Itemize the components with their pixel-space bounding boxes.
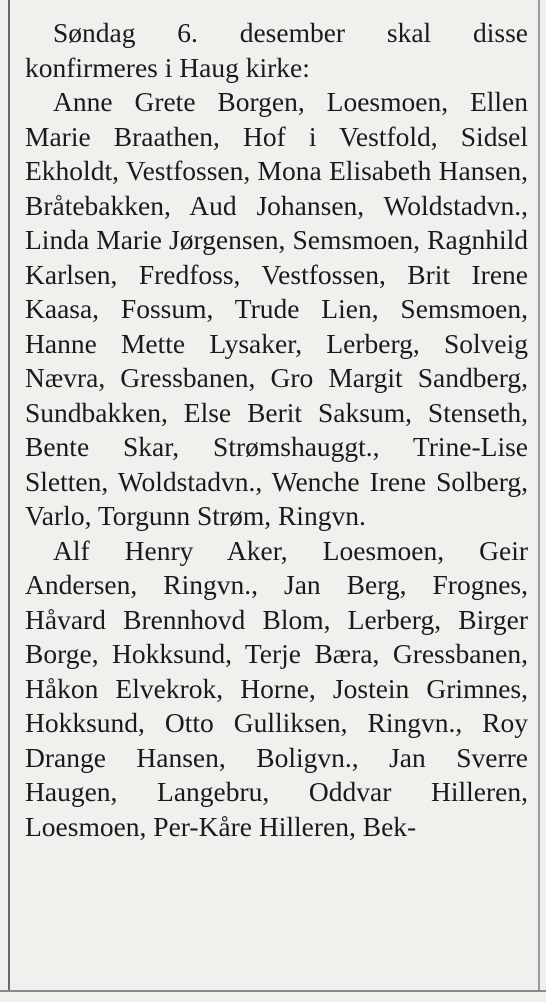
boys-paragraph: Alf Henry Aker, Loesmoen, Geir Andersen, Ringvn., Jan Berg, Frognes, Håvard Brennhovd Blom, Lerberg, Birger Borge, Hokksund, Terje Bæra, Gressbanen, Håkon Elvekrok, Horne, Jostein Grimnes, Hokksund, Otto Gulliksen, Ringvn., Roy Drange Hansen, Boligvn., Jan Sverre Haugen, Langebru, Oddvar Hilleren, Loesmoen, Per-Kåre Hilleren, Bek- (25, 534, 528, 842)
intro-paragraph: Søndag 6. desember skal disse konfirmeres i Haug kirke: (25, 17, 528, 83)
right-column-rule (538, 0, 540, 990)
left-column-rule (8, 0, 10, 990)
girls-paragraph: Anne Grete Borgen, Loesmoen, Ellen Marie Braathen, Hof i Vestfold, Sidsel Ekholdt, Vestfossen, Mona Elisabeth Hansen, Bråtebakken, Aud Johansen, Woldstadvn., Linda Marie Jørgensen, Semsmoen, Ragnhild Karlsen, Fredfoss, Vestfossen, Brit Irene Kaasa, Fossum, Trude Lien, Semsmoen, Hanne Mette Lysaker, Lerberg, Solveig Nævra, Gressbanen, Gro Margit Sandberg, Sundbakken, Else Berit Saksum, Stenseth, Bente Skar, Strømshauggt., Trine-Lise Sletten, Woldstadvn., Wenche Irene Solberg, Varlo, Torgunn Strøm, Ringvn. (25, 86, 528, 531)
bottom-rule (0, 990, 546, 992)
article-column (25, 16, 528, 844)
